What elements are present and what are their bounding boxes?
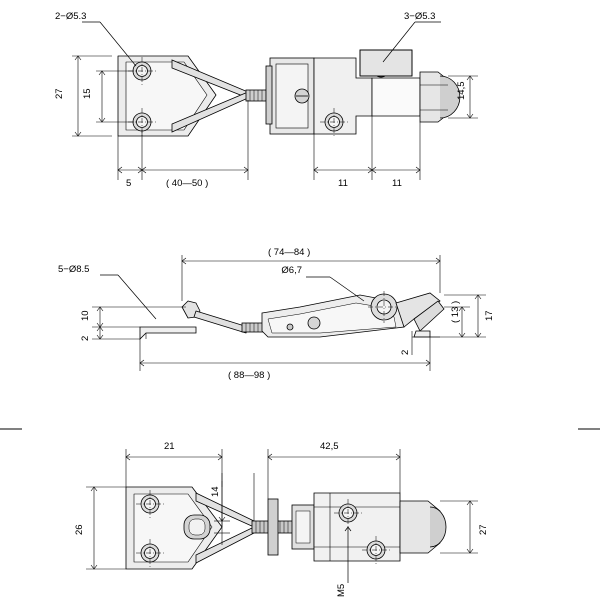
dim-bot-21: 21 xyxy=(164,441,175,452)
dim-side-2-right: 2 xyxy=(400,349,411,355)
dim-side-13: ( 13 ) xyxy=(450,300,461,323)
dim-len-88-98: ( 88—98 ) xyxy=(228,370,271,381)
dim-hole-3x: 3−Ø5.3 xyxy=(404,11,436,22)
side-view-graphics xyxy=(0,215,600,405)
top-view-graphics xyxy=(0,0,600,200)
centre-housing-top xyxy=(266,58,314,134)
dim-side-17: 17 xyxy=(484,310,495,321)
dim-top-14-5: 14,5 xyxy=(456,81,467,100)
dim-side-2-left: 2 xyxy=(80,335,91,341)
threaded-rod-side xyxy=(242,323,264,332)
dim-bot-42-5: 42,5 xyxy=(320,441,339,452)
dim-side-10: 10 xyxy=(80,310,91,321)
dim-len-74-84: ( 74—84 ) xyxy=(268,247,311,258)
dim-top-11-b: 11 xyxy=(392,178,402,189)
dim-top-11-a: 11 xyxy=(338,178,348,189)
dim-top-5: 5 xyxy=(126,178,132,189)
dim-hole-6-7: Ø6,7 xyxy=(281,265,302,276)
dim-bot-14: 14 xyxy=(210,486,221,497)
hook-arm-side xyxy=(396,293,444,337)
dim-top-40-50: ( 40—50 ) xyxy=(166,178,209,189)
dim-bot-26: 26 xyxy=(74,524,85,535)
foot-plate-side xyxy=(140,327,196,339)
dim-bot-m5: M5 xyxy=(336,583,347,597)
dim-top-27: 27 xyxy=(54,88,65,99)
dim-bot-27: 27 xyxy=(478,524,489,535)
body-assembly-bottom xyxy=(268,493,446,564)
base-plate-top xyxy=(118,56,216,136)
dim-hole-2x: 2−Ø5.3 xyxy=(55,11,87,22)
bottom-view-graphics xyxy=(0,415,600,600)
dim-hole-5x: 5−Ø8.5 xyxy=(58,264,90,275)
hook-bracket-top xyxy=(372,72,460,122)
dim-top-15: 15 xyxy=(82,88,93,99)
